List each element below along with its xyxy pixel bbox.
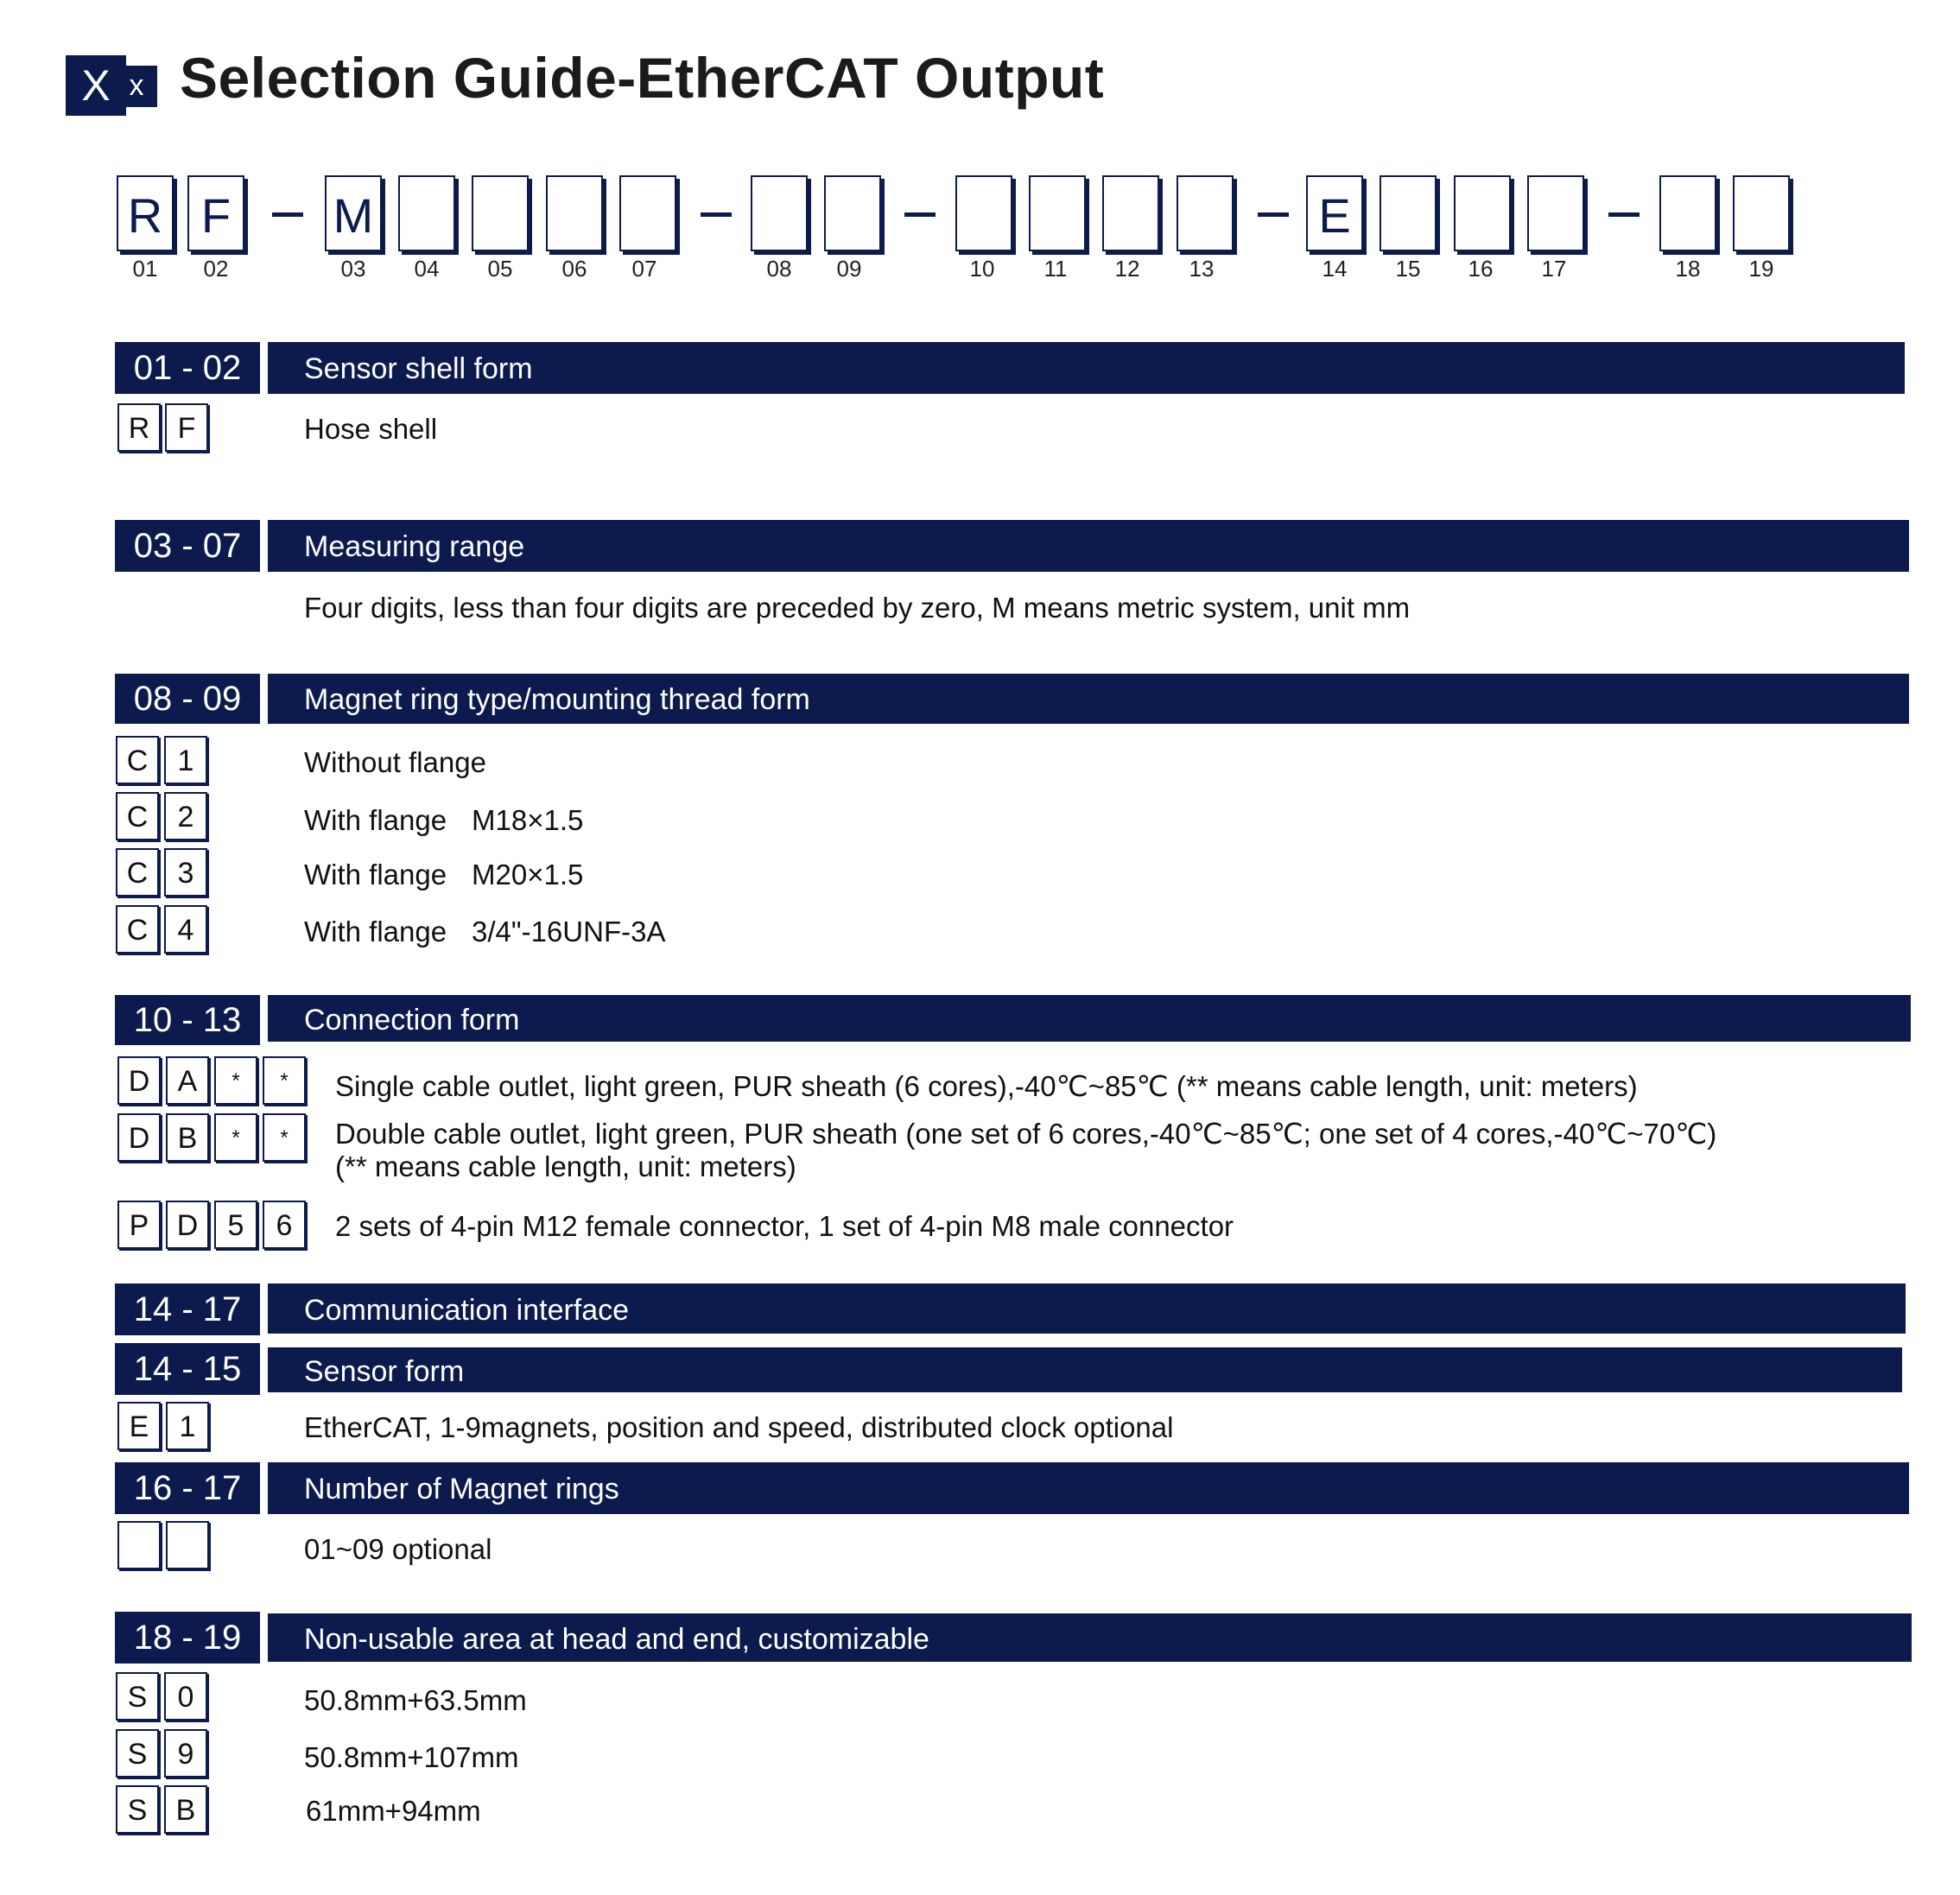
option-code-cell: S (116, 1729, 159, 1778)
code-position-number: 07 (631, 256, 657, 282)
code-position-number: 05 (487, 256, 513, 282)
option-description: 2 sets of 4-pin M12 female connector, 1 set of 4-pin M8 male connector (335, 1210, 1234, 1242)
code-box-10 (955, 175, 1012, 251)
section-range-14-17: 14 - 17 (115, 1283, 260, 1335)
code-position-number: 11 (1043, 256, 1068, 282)
code-box-12 (1102, 175, 1159, 251)
code-box-18 (1659, 175, 1716, 251)
code-box-04 (398, 175, 455, 251)
option-description: Double cable outlet, light green, PUR sheath (one set of 6 cores,-40℃~85℃; one set of 4 cores,-40℃~70℃) (335, 1118, 1717, 1150)
option-code-cell: 1 (166, 1402, 209, 1450)
code-dash (1258, 212, 1289, 217)
code-position-number: 14 (1322, 256, 1348, 282)
option-description: With flange (304, 804, 447, 836)
section-title-sensor-form: Sensor form (268, 1347, 1902, 1392)
code-box-07 (619, 175, 676, 251)
option-description: EtherCAT, 1-9magnets, position and speed, distributed clock optional (304, 1411, 1174, 1443)
code-box-11 (1029, 175, 1086, 251)
section-title-non-usable-area: Non-usable area at head and end, customizable (268, 1613, 1912, 1662)
option-description: 01~09 optional (304, 1533, 492, 1565)
option-description: Without flange (304, 746, 486, 778)
option-code-cell: S (116, 1672, 159, 1721)
page-title: Selection Guide-EtherCAT Output (180, 46, 1105, 110)
code-box-01: R (117, 175, 174, 251)
logo-large-x: X (66, 55, 126, 116)
code-box-09 (824, 175, 881, 251)
section-title-number-of-magnet-rings: Number of Magnet rings (268, 1462, 1909, 1514)
option-thread-spec: M20×1.5 (472, 859, 584, 890)
code-box-16 (1454, 175, 1511, 251)
code-box-06 (546, 175, 603, 251)
code-position-number: 06 (561, 256, 587, 282)
option-code-cell: C (116, 905, 159, 954)
code-position-number: 17 (1541, 256, 1567, 282)
section-title-measuring-range: Measuring range (268, 520, 1909, 572)
option-description: 50.8mm+63.5mm (304, 1684, 527, 1716)
code-box-13 (1177, 175, 1234, 251)
code-position-number: 12 (1114, 256, 1140, 282)
option-description: Hose shell (304, 413, 438, 445)
option-code-cell: C (116, 792, 159, 840)
section-range-18-19: 18 - 19 (115, 1612, 260, 1664)
section-range-08-09: 08 - 09 (115, 674, 260, 724)
option-description-note: (** means cable length, unit: meters) (335, 1150, 796, 1182)
option-code-cell (117, 1521, 161, 1569)
section-range-03-07: 03 - 07 (115, 520, 260, 572)
section-range-10-13: 10 - 13 (115, 995, 260, 1045)
option-code-cell: 2 (164, 792, 207, 840)
code-position-number: 08 (766, 256, 792, 282)
section-range-01-02: 01 - 02 (115, 342, 260, 394)
code-position-number: 09 (836, 256, 862, 282)
option-code-cell: P (117, 1201, 161, 1249)
option-description: With flange (304, 859, 447, 890)
option-code-cell: * (214, 1113, 257, 1162)
option-thread-spec: M18×1.5 (472, 804, 584, 836)
option-code-cell: * (263, 1056, 306, 1105)
option-code-cell: 9 (164, 1729, 207, 1778)
option-code-cell: E (117, 1402, 161, 1450)
code-position-number: 03 (340, 256, 366, 282)
option-code-cell: 1 (164, 736, 207, 784)
code-position-number: 10 (969, 256, 995, 282)
code-position-number: 13 (1189, 256, 1215, 282)
option-code-cell: D (166, 1201, 209, 1249)
code-box-08 (751, 175, 808, 251)
option-code-cell: C (116, 736, 159, 784)
option-thread-spec: 3/4"-16UNF-3A (472, 916, 666, 948)
code-box-05 (472, 175, 529, 251)
code-position-number: 15 (1395, 256, 1421, 282)
option-code-cell: 4 (164, 905, 207, 954)
code-dash (701, 212, 732, 217)
option-code-cell (166, 1521, 209, 1569)
option-code-cell: 0 (164, 1672, 207, 1721)
option-code-cell: 6 (263, 1201, 306, 1249)
code-box-14: E (1306, 175, 1363, 251)
section-title-connection-form: Connection form (268, 995, 1911, 1042)
option-code-cell: D (117, 1056, 161, 1105)
option-code-cell: 5 (214, 1201, 257, 1249)
option-code-cell: S (116, 1785, 159, 1834)
option-code-cell: F (165, 403, 208, 452)
code-position-number: 16 (1468, 256, 1494, 282)
code-position-number: 01 (132, 256, 158, 282)
option-code-cell: C (116, 848, 159, 897)
code-position-number: 19 (1748, 256, 1774, 282)
option-code-cell: D (117, 1113, 161, 1162)
option-description: 61mm+94mm (306, 1795, 481, 1827)
section-title-communication-interface: Communication interface (268, 1283, 1906, 1334)
section-range-14-15: 14 - 15 (115, 1343, 260, 1395)
option-code-cell: A (166, 1056, 209, 1105)
option-description: With flange (304, 916, 447, 948)
code-box-03: M (325, 175, 382, 251)
option-code-cell: R (117, 403, 161, 452)
option-code-cell: * (214, 1056, 257, 1105)
option-description: Four digits, less than four digits are preceded by zero, M means metric system, unit mm (304, 592, 1411, 624)
section-range-16-17: 16 - 17 (115, 1462, 260, 1514)
code-dash (1608, 212, 1640, 217)
code-dash (272, 212, 303, 217)
option-code-cell: * (263, 1113, 306, 1162)
code-position-number: 02 (203, 256, 229, 282)
code-box-19 (1733, 175, 1790, 251)
logo-small-x: x (116, 66, 157, 107)
option-code-cell: B (164, 1785, 207, 1834)
code-position-number: 04 (414, 256, 440, 282)
option-code-cell: B (166, 1113, 209, 1162)
option-description: 50.8mm+107mm (304, 1741, 519, 1773)
section-title-shell-form: Sensor shell form (268, 342, 1905, 394)
option-code-cell: 3 (164, 848, 207, 897)
code-position-number: 18 (1675, 256, 1701, 282)
option-description: Single cable outlet, light green, PUR sheath (6 cores),-40℃~85℃ (** means cable length, unit: meters) (335, 1070, 1638, 1102)
code-box-02: F (187, 175, 244, 251)
code-dash (904, 212, 936, 217)
code-box-17 (1527, 175, 1584, 251)
code-box-15 (1380, 175, 1437, 251)
section-title-magnet-ring: Magnet ring type/mounting thread form (268, 674, 1909, 724)
